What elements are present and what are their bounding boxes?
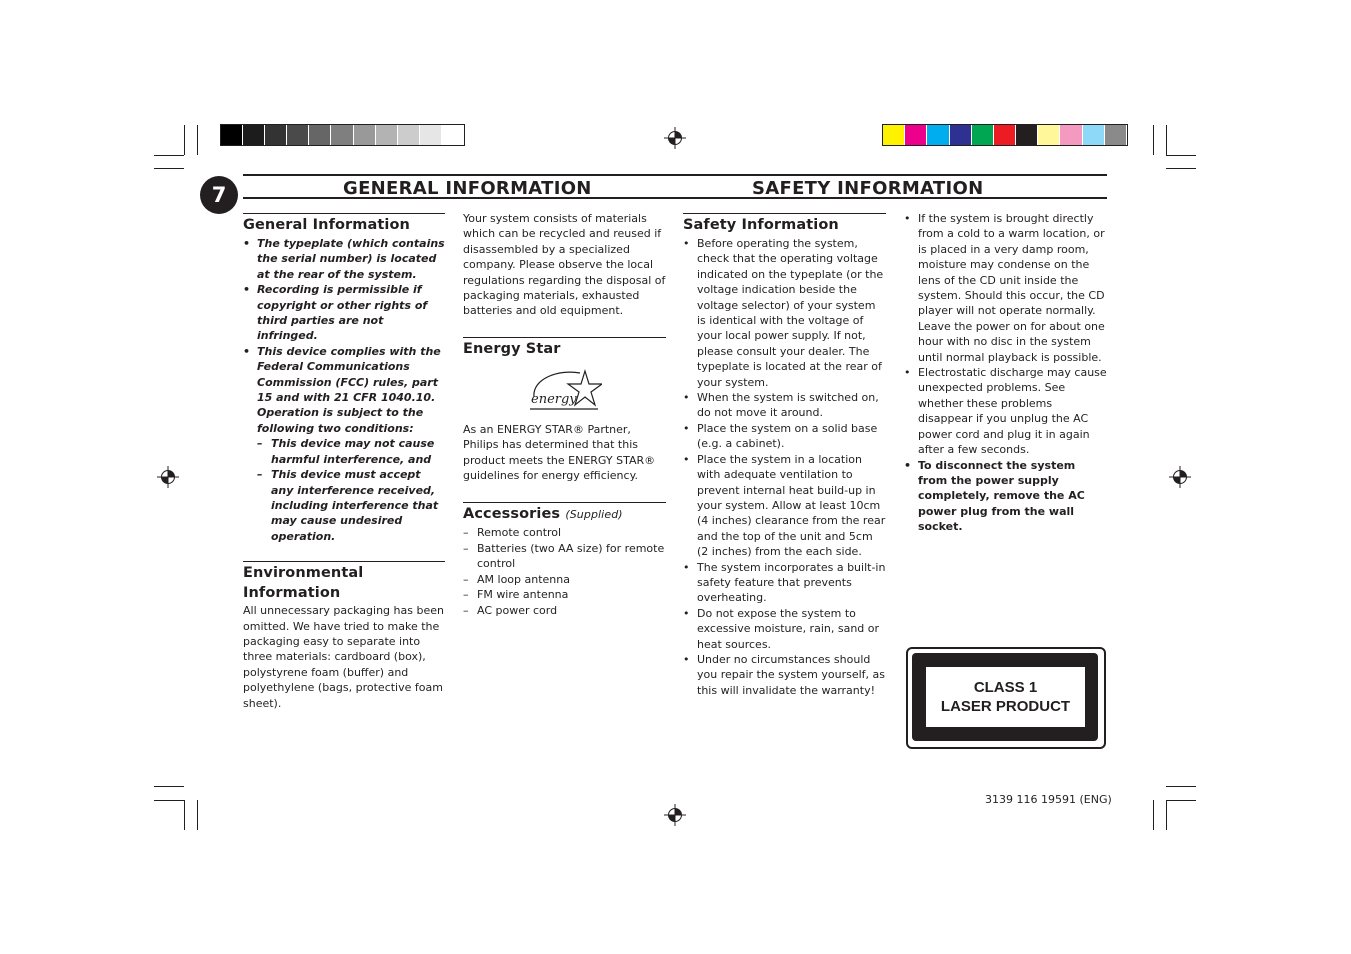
crop-mark <box>1166 800 1196 801</box>
environmental-heading: Environmental Information <box>243 565 364 602</box>
document-number: 3139 116 19591 (ENG) <box>985 793 1112 806</box>
color-swatch <box>905 125 927 145</box>
header-rule-top <box>243 174 1107 176</box>
list-item: • If the system is brought directly from a cold to a warm location, or is placed in a very damp room, moisture may condense on the lens of the CD unit inside the system. Should this occur, the CD player will not operate normally. Leave the power on for about one hour with no disc in the system until normal playback is possible. <box>904 212 1105 364</box>
list-item: • This device complies with the Federal Communications Commission (FCC) rules, part 15 and with 21 CFR 1040.10. Operation is subject to the following two conditions: <box>243 344 441 435</box>
section-rule <box>463 502 666 503</box>
recycling-text: Your system consists of materials which can be recycled and reused if disassembled by a specialized company. Please observe the local regulations regarding the disposal of packaging materials, exhausted batteries and old equipment. <box>463 212 666 318</box>
crop-mark <box>1166 125 1167 155</box>
list-item: – AC power cord <box>463 603 558 617</box>
color-swatch <box>331 125 353 145</box>
column-3 <box>683 213 886 698</box>
list-item: • The typeplate (which contains the serial number) is located at the rear of the system. <box>243 237 445 281</box>
section-rule <box>243 561 445 562</box>
svg-text:energy: energy <box>531 391 577 407</box>
crop-mark <box>1166 786 1196 787</box>
list-item: • Under no circumstances should you repair the system yourself, as this will invalidate the warranty! <box>683 652 885 697</box>
crop-mark <box>197 800 198 830</box>
crop-mark <box>154 800 184 801</box>
crop-mark <box>197 125 198 155</box>
crop-mark <box>154 155 184 156</box>
list-item: • The system incorporates a built-in safety feature that prevents overheating. <box>683 560 886 605</box>
list-item: • Do not expose the system to excessive moisture, rain, sand or heat sources. <box>683 606 880 651</box>
list-item: • Place the system in a location with adequate ventilation to prevent internal heat build-up in your system. Allow at least 10cm (4 inches) clearance from the rear and the top of the unit and 5cm (2 inches) from the each side. <box>683 452 886 559</box>
registration-mark-icon <box>664 127 686 149</box>
color-swatch <box>1038 125 1060 145</box>
gray-scale-bar <box>220 124 465 146</box>
color-swatch <box>309 125 331 145</box>
crop-mark <box>1166 155 1196 156</box>
color-swatch <box>950 125 972 145</box>
header-general-information: GENERAL INFORMATION <box>343 178 592 199</box>
general-information-list <box>243 236 445 436</box>
crop-mark <box>184 125 185 155</box>
color-swatch <box>376 125 398 145</box>
list-item: • Before operating the system, check that the operating voltage indicated on the typeplate (or the voltage indication beside the voltage selector) of your system is identical with the voltage of your local power supply. If not, please consult your dealer. The typeplate is located at the rear of your system. <box>683 237 884 389</box>
crop-mark <box>154 168 184 169</box>
list-item: – FM wire antenna <box>463 588 569 602</box>
color-swatch <box>442 125 464 145</box>
safety-list <box>683 236 886 698</box>
column-4 <box>904 211 1107 535</box>
crop-mark <box>1153 800 1154 830</box>
color-swatch <box>1105 125 1127 145</box>
header-safety-information: SAFETY INFORMATION <box>752 178 984 199</box>
section-rule <box>463 337 666 338</box>
list-item: – This device must accept any interference received, including interference that may cause undesired operation. <box>257 468 439 543</box>
column-2 <box>463 211 666 618</box>
crop-mark <box>1166 800 1167 830</box>
color-swatch <box>221 125 243 145</box>
general-information-heading: General Information <box>243 217 410 233</box>
energy-star-logo-icon <box>528 367 602 413</box>
registration-mark-icon <box>664 804 686 826</box>
color-swatch <box>1016 125 1038 145</box>
conditions-list <box>243 436 445 544</box>
color-swatch <box>994 125 1016 145</box>
color-swatch <box>1060 125 1082 145</box>
section-rule <box>683 213 886 214</box>
accessories-list <box>463 525 666 617</box>
color-swatch <box>265 125 287 145</box>
energy-star-heading: Energy Star <box>463 340 561 357</box>
color-swatch <box>883 125 905 145</box>
safety-list-continued <box>904 211 1107 535</box>
list-item: • To disconnect the system from the power supply completely, remove the AC power plug from the wall socket. <box>904 458 1085 534</box>
energy-star-text: As an ENERGY STAR® Partner, Philips has determined that this product meets the ENERGY STAR® guidelines for energy efficiency. <box>463 422 656 483</box>
list-item: – Batteries (two AA size) for remote control <box>463 541 665 571</box>
list-item: • When the system is switched on, do not move it around. <box>683 391 879 420</box>
registration-mark-icon <box>157 466 179 488</box>
color-swatch <box>354 125 376 145</box>
crop-mark <box>1153 125 1154 155</box>
registration-mark-icon <box>1169 466 1191 488</box>
color-swatch <box>972 125 994 145</box>
list-item: • Recording is permissible if copyright or other rights of third parties are not infringed. <box>243 283 428 343</box>
laser-product-label: CLASS 1 LASER PRODUCT <box>926 667 1085 727</box>
color-swatch <box>420 125 442 145</box>
color-swatch <box>398 125 420 145</box>
accessories-heading: Accessories (Supplied) <box>463 506 623 523</box>
list-item: • Place the system on a solid base (e.g. a cabinet). <box>683 421 878 451</box>
list-item: – AM loop antenna <box>463 572 570 586</box>
safety-information-heading: Safety Information <box>683 217 839 233</box>
color-swatch <box>287 125 309 145</box>
list-item: – Remote control <box>463 526 562 540</box>
section-rule <box>243 213 445 214</box>
color-swatch <box>1083 125 1105 145</box>
environmental-text: All unnecessary packaging has been omitted. We have tried to make the packaging easy to separate into three materials: cardboard (box), polystyrene foam (buffer) and polyethylene (bags, protective foam sheet). <box>243 604 444 710</box>
list-item: – This device may not cause harmful interference, and <box>257 437 435 466</box>
crop-mark <box>1166 168 1196 169</box>
crop-mark <box>184 800 185 830</box>
page-number: 7 <box>200 176 238 214</box>
color-swatch <box>243 125 265 145</box>
list-item: • Electrostatic discharge may cause unexpected problems. See whether these problems disappear if you unplug the AC power cord and plug it in again after a few seconds. <box>904 366 1107 457</box>
color-bar <box>882 124 1128 146</box>
column-1 <box>243 213 445 711</box>
crop-mark <box>154 786 184 787</box>
color-swatch <box>927 125 949 145</box>
